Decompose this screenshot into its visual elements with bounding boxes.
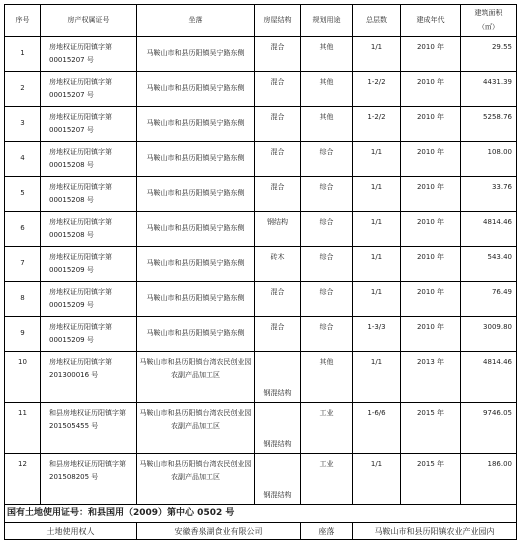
cell-usage: 综合 <box>301 212 353 247</box>
cell-cert: 房地权证历阳镇字第 00015208 号 <box>41 177 137 212</box>
cell-area: 4431.39 <box>461 72 517 107</box>
cell-usage: 综合 <box>301 177 353 212</box>
cell-year: 2010 年 <box>401 212 461 247</box>
cell-structure: 混合 <box>255 177 301 212</box>
header-location: 坐落 <box>137 5 255 37</box>
table-row <box>5 37 517 72</box>
table-row <box>5 107 517 142</box>
cell-area: 3009.80 <box>461 317 517 352</box>
cell-location: 马鞍山市和县历阳镇吴宁路东侧 <box>137 317 255 352</box>
cell-cert: 房地权证历阳镇字第 00015208 号 <box>41 212 137 247</box>
header-cert: 房产权属证号 <box>41 5 137 37</box>
cell-year: 2010 年 <box>401 282 461 317</box>
table-row <box>5 352 517 403</box>
cell-area: 543.40 <box>461 247 517 282</box>
cell-location: 马鞍山市和县历阳镇吴宁路东侧 <box>137 177 255 212</box>
cell-usage: 其他 <box>301 37 353 72</box>
cell-structure: 钢混结构 <box>255 454 301 505</box>
property-table <box>4 4 517 540</box>
cell-year: 2010 年 <box>401 247 461 282</box>
cell-floors: 1-3/3 <box>353 317 401 352</box>
cell-year: 2013 年 <box>401 352 461 403</box>
cell-seq: 2 <box>5 72 41 107</box>
cell-cert: 房地权证历阳镇字第 00015207 号 <box>41 37 137 72</box>
cell-structure: 钢混结构 <box>255 352 301 403</box>
header-year: 建成年代 <box>401 5 461 37</box>
cell-area: 33.76 <box>461 177 517 212</box>
cell-floors: 1/1 <box>353 352 401 403</box>
cell-year: 2010 年 <box>401 72 461 107</box>
cell-year: 2015 年 <box>401 454 461 505</box>
cell-cert: 房地权证历阳镇字第 00015207 号 <box>41 72 137 107</box>
cell-year: 2010 年 <box>401 37 461 72</box>
cell-floors: 1/1 <box>353 212 401 247</box>
cell-cert: 房地权证历阳镇字第 00015209 号 <box>41 317 137 352</box>
table-row <box>5 212 517 247</box>
cell-location: 马鞍山市和县历阳镇吴宁路东侧 <box>137 107 255 142</box>
cell-seq: 10 <box>5 352 41 403</box>
cell-cert: 房地权证历阳镇字第 00015209 号 <box>41 282 137 317</box>
cell-structure: 混合 <box>255 282 301 317</box>
table-body <box>5 37 517 505</box>
table-row <box>5 282 517 317</box>
cell-structure: 钢混结构 <box>255 403 301 454</box>
cell-floors: 1-2/2 <box>353 72 401 107</box>
cell-location: 马鞍山市和县历阳镇吴宁路东侧 <box>137 142 255 177</box>
cell-usage: 综合 <box>301 282 353 317</box>
table-row <box>5 72 517 107</box>
cell-cert: 和县房地权证历阳镇字第 201505455 号 <box>41 403 137 454</box>
header-usage: 规划用途 <box>301 5 353 37</box>
cell-seq: 7 <box>5 247 41 282</box>
cell-location: 马鞍山市和县历阳镇吴宁路东侧 <box>137 212 255 247</box>
cell-year: 2010 年 <box>401 317 461 352</box>
cell-floors: 1-2/2 <box>353 107 401 142</box>
cell-structure: 钢结构 <box>255 212 301 247</box>
header-row <box>5 5 517 37</box>
table-row <box>5 247 517 282</box>
cell-floors: 1/1 <box>353 37 401 72</box>
cell-location: 马鞍山市和县历阳镇吴宁路东侧 <box>137 37 255 72</box>
cell-structure: 混合 <box>255 107 301 142</box>
cell-structure: 混合 <box>255 72 301 107</box>
cell-area: 5258.76 <box>461 107 517 142</box>
header-floors: 总层数 <box>353 5 401 37</box>
cell-location: 马鞍山市和县历阳镇台湾农民创业园农副产品加工区 <box>137 352 255 403</box>
header-area-line2: （㎡） <box>478 22 499 31</box>
cell-seq: 5 <box>5 177 41 212</box>
cell-year: 2015 年 <box>401 403 461 454</box>
cell-structure: 砖木 <box>255 247 301 282</box>
cell-cert: 房地权证历阳镇字第 00015209 号 <box>41 247 137 282</box>
cell-usage: 工业 <box>301 403 353 454</box>
cell-area: 4814.46 <box>461 352 517 403</box>
cell-structure: 混合 <box>255 317 301 352</box>
owner-location-value: 马鞍山市和县历阳镇农业产业园内 <box>353 523 517 540</box>
cell-structure: 混合 <box>255 142 301 177</box>
owner-location-label: 座落 <box>301 523 353 540</box>
cell-floors: 1/1 <box>353 142 401 177</box>
header-area-line1: 建筑面积 <box>474 9 503 18</box>
cell-seq: 11 <box>5 403 41 454</box>
cell-floors: 1-6/6 <box>353 403 401 454</box>
cell-seq: 12 <box>5 454 41 505</box>
cell-cert: 和县房地权证历阳镇字第 201508205 号 <box>41 454 137 505</box>
cell-usage: 综合 <box>301 247 353 282</box>
owner-label: 土地使用权人 <box>5 523 137 540</box>
cell-floors: 1/1 <box>353 247 401 282</box>
table-row <box>5 454 517 505</box>
cell-seq: 9 <box>5 317 41 352</box>
cell-usage: 其他 <box>301 352 353 403</box>
cell-location: 马鞍山市和县历阳镇吴宁路东侧 <box>137 282 255 317</box>
cell-location: 马鞍山市和县历阳镇吴宁路东侧 <box>137 247 255 282</box>
cell-seq: 6 <box>5 212 41 247</box>
cell-usage: 综合 <box>301 317 353 352</box>
land-certificate: 国有土地使用证号：和县国用（2009）第中心 0502 号 <box>5 505 517 523</box>
cell-area: 186.00 <box>461 454 517 505</box>
cell-area: 76.49 <box>461 282 517 317</box>
cell-usage: 其他 <box>301 107 353 142</box>
header-seq: 序号 <box>5 5 41 37</box>
cell-year: 2010 年 <box>401 107 461 142</box>
cell-floors: 1/1 <box>353 454 401 505</box>
table-row <box>5 177 517 212</box>
cell-location: 马鞍山市和县历阳镇吴宁路东侧 <box>137 72 255 107</box>
land-certificate-row <box>5 505 517 523</box>
cell-year: 2010 年 <box>401 177 461 212</box>
cell-structure: 混合 <box>255 37 301 72</box>
cell-usage: 其他 <box>301 72 353 107</box>
table-row <box>5 142 517 177</box>
cell-usage: 综合 <box>301 142 353 177</box>
cell-seq: 3 <box>5 107 41 142</box>
cell-floors: 1/1 <box>353 282 401 317</box>
header-area <box>461 5 517 37</box>
cell-area: 9746.05 <box>461 403 517 454</box>
table-row <box>5 403 517 454</box>
cell-area: 4814.46 <box>461 212 517 247</box>
cell-usage: 工业 <box>301 454 353 505</box>
cell-cert: 房地权证历阳镇字第 00015208 号 <box>41 142 137 177</box>
cell-floors: 1/1 <box>353 177 401 212</box>
cell-location: 马鞍山市和县历阳镇台湾农民创业园农副产品加工区 <box>137 403 255 454</box>
cell-seq: 1 <box>5 37 41 72</box>
cell-area: 29.55 <box>461 37 517 72</box>
cell-area: 108.00 <box>461 142 517 177</box>
cell-seq: 8 <box>5 282 41 317</box>
document-page <box>4 4 516 540</box>
cell-cert: 房地权证历阳镇字第 00015207 号 <box>41 107 137 142</box>
owner-row <box>5 523 517 540</box>
table-row <box>5 317 517 352</box>
header-structure: 房屋结构 <box>255 5 301 37</box>
cell-year: 2010 年 <box>401 142 461 177</box>
cell-location: 马鞍山市和县历阳镇台湾农民创业园农副产品加工区 <box>137 454 255 505</box>
cell-cert: 房地权证历阳镇字第 201300016 号 <box>41 352 137 403</box>
cell-seq: 4 <box>5 142 41 177</box>
owner-value: 安徽香泉湖食业有限公司 <box>137 523 301 540</box>
